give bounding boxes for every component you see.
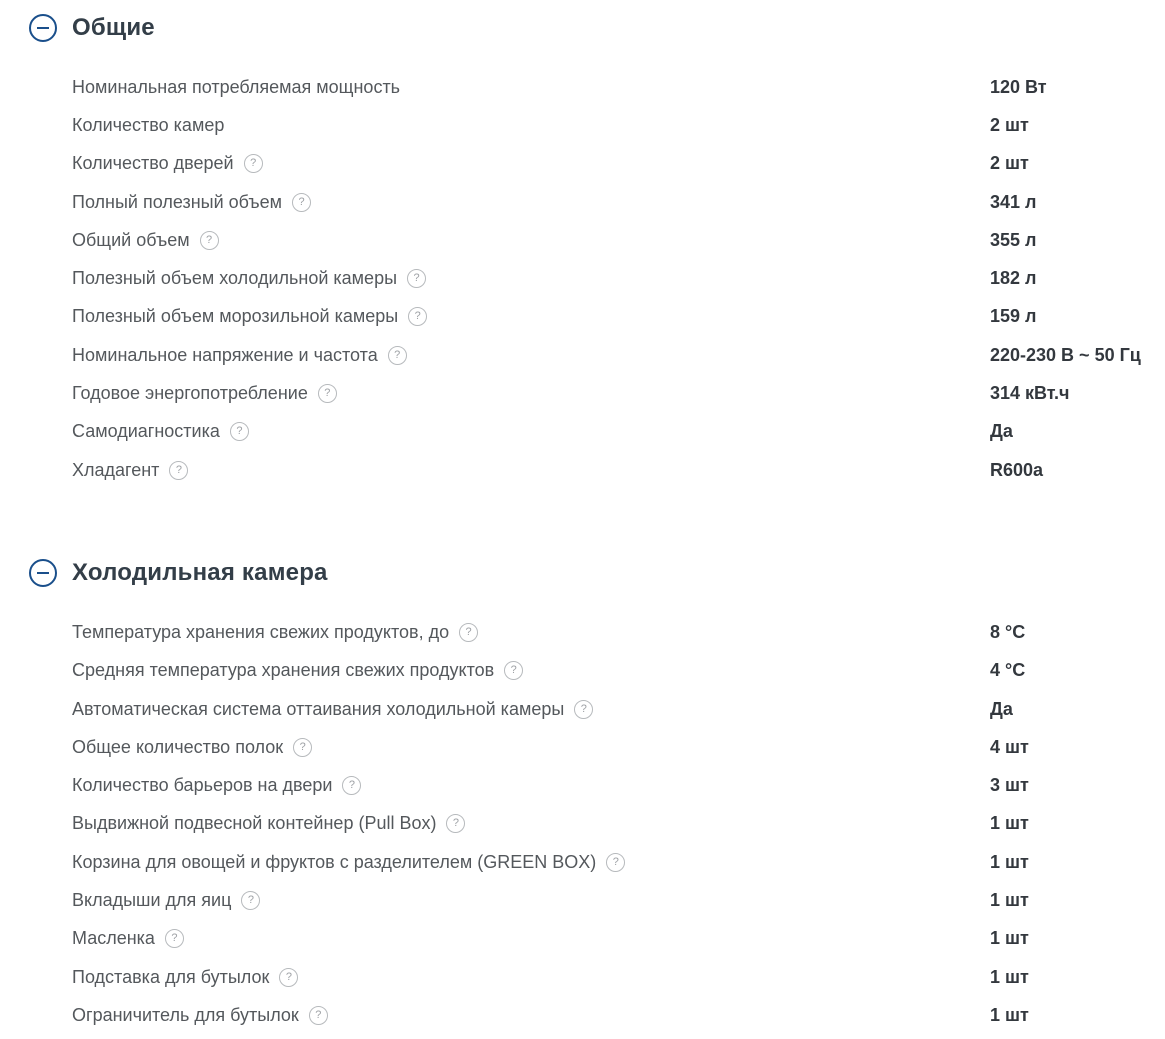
question-circle-icon[interactable]: ? [504,661,523,680]
spec-row [0,920,1165,958]
spec-label-wrap [72,192,990,213]
spec-value: 1 шт [990,813,1029,834]
spec-value: 220-230 В ~ 50 Гц [990,344,1141,365]
spec-label: Полный полезный объем [72,191,283,212]
spec-row [0,451,1165,489]
spec-label-wrap [72,813,990,834]
spec-label-wrap [72,77,990,98]
spec-label: Масленка [72,928,155,949]
section-title: Холодильная камера [72,559,328,587]
spec-label-wrap [72,153,990,174]
spec-section-general [0,12,1165,489]
spec-label-wrap [72,268,990,289]
spec-row [0,145,1165,183]
spec-row [0,652,1165,690]
spec-value: 4 °C [990,660,1026,681]
spec-section-fridge-compartment [0,557,1165,1034]
spec-label-wrap [72,967,990,988]
spec-row [0,728,1165,766]
spec-value: 341 л [990,191,1037,212]
spec-label: Годовое энергопотребление [72,383,308,404]
spec-value: 4 шт [990,736,1029,757]
spec-row [0,221,1165,259]
spec-row [0,106,1165,144]
spec-row [0,183,1165,221]
spec-label: Номинальная потребляемая мощность [72,76,401,97]
spec-label-wrap [72,306,990,327]
spec-label-wrap [72,421,990,442]
question-circle-icon[interactable]: ? [165,929,184,948]
spec-row [0,881,1165,919]
spec-label: Вкладыши для яиц [72,889,232,910]
spec-value: 1 шт [990,1004,1029,1025]
spec-value: 355 л [990,229,1037,250]
spec-value: 2 шт [990,114,1029,135]
spec-label: Температура хранения свежих продуктов, до [72,621,450,642]
question-circle-icon[interactable]: ? [200,231,219,250]
spec-value: 120 Вт [990,76,1047,97]
spec-value: R600a [990,459,1044,480]
spec-label-wrap [72,928,990,949]
section-header[interactable] [0,557,1165,589]
spec-label: Количество дверей [72,153,234,174]
spec-value: 3 шт [990,775,1029,796]
spec-row [0,996,1165,1034]
spec-label: Количество барьеров на двери [72,775,333,796]
spec-value: 314 кВт.ч [990,383,1070,404]
spec-value: 1 шт [990,966,1029,987]
section-header[interactable] [0,12,1165,44]
question-circle-icon[interactable]: ? [606,853,625,872]
spec-row [0,298,1165,336]
question-circle-icon[interactable]: ? [293,738,312,757]
spec-value: 1 шт [990,851,1029,872]
question-circle-icon[interactable]: ? [407,269,426,288]
section-title: Общие [72,14,155,41]
section-rows [0,613,1165,1034]
spec-label: Количество камер [72,114,225,135]
spec-label: Средняя температура хранения свежих продуктов [72,660,495,681]
question-circle-icon[interactable]: ? [459,623,478,642]
spec-label-wrap [72,852,990,873]
spec-row [0,413,1165,451]
spec-label: Номинальное напряжение и частота [72,344,378,365]
spec-value: 182 л [990,268,1037,289]
spec-label-wrap [72,460,990,481]
spec-row [0,958,1165,996]
spec-label: Общий объем [72,229,190,250]
spec-value: 1 шт [990,889,1029,910]
spec-label: Корзина для овощей и фруктов с разделителем (GREEN BOX) [72,851,597,872]
spec-label-wrap [72,890,990,911]
spec-label: Подставка для бутылок [72,966,270,987]
spec-label-wrap [72,345,990,366]
spec-label-wrap [72,115,990,136]
spec-row [0,843,1165,881]
spec-value: 159 л [990,306,1037,327]
spec-label: Самодиагностика [72,421,220,442]
question-circle-icon[interactable]: ? [388,346,407,365]
spec-value: Да [990,421,1013,442]
question-circle-icon[interactable]: ? [169,461,188,480]
spec-row [0,259,1165,297]
spec-label: Общее количество полок [72,736,284,757]
spec-label: Автоматическая система оттаивания холодильной камеры [72,698,565,719]
spec-label: Выдвижной подвесной контейнер (Pull Box) [72,813,437,834]
spec-row [0,805,1165,843]
spec-label-wrap [72,1005,990,1026]
question-circle-icon[interactable]: ? [574,700,593,719]
question-circle-icon[interactable]: ? [342,776,361,795]
question-circle-icon[interactable]: ? [292,193,311,212]
minus-circle-icon[interactable] [28,558,58,588]
question-circle-icon[interactable]: ? [244,154,263,173]
spec-label-wrap [72,775,990,796]
question-circle-icon[interactable]: ? [309,1006,328,1025]
spec-value: 1 шт [990,928,1029,949]
spec-label: Полезный объем морозильной камеры [72,306,399,327]
spec-row [0,766,1165,804]
spec-label-wrap [72,699,990,720]
spec-value: 8 °C [990,621,1026,642]
spec-label-wrap [72,737,990,758]
question-circle-icon[interactable]: ? [279,968,298,987]
spec-label: Полезный объем холодильной камеры [72,268,398,289]
spec-value: 2 шт [990,153,1029,174]
spec-row [0,690,1165,728]
spec-label: Хладагент [72,459,160,480]
question-circle-icon[interactable]: ? [230,422,249,441]
spec-row [0,68,1165,106]
spec-value: Да [990,698,1013,719]
minus-circle-icon[interactable] [28,13,58,43]
section-rows [0,68,1165,489]
spec-row [0,613,1165,651]
spec-row [0,336,1165,374]
spec-label-wrap [72,622,990,643]
question-circle-icon[interactable]: ? [446,814,465,833]
question-circle-icon[interactable]: ? [241,891,260,910]
question-circle-icon[interactable]: ? [318,384,337,403]
spec-label-wrap [72,230,990,251]
spec-label-wrap [72,660,990,681]
question-circle-icon[interactable]: ? [408,307,427,326]
spec-label: Ограничитель для бутылок [72,1004,299,1025]
spec-label-wrap [72,383,990,404]
spec-row [0,374,1165,412]
